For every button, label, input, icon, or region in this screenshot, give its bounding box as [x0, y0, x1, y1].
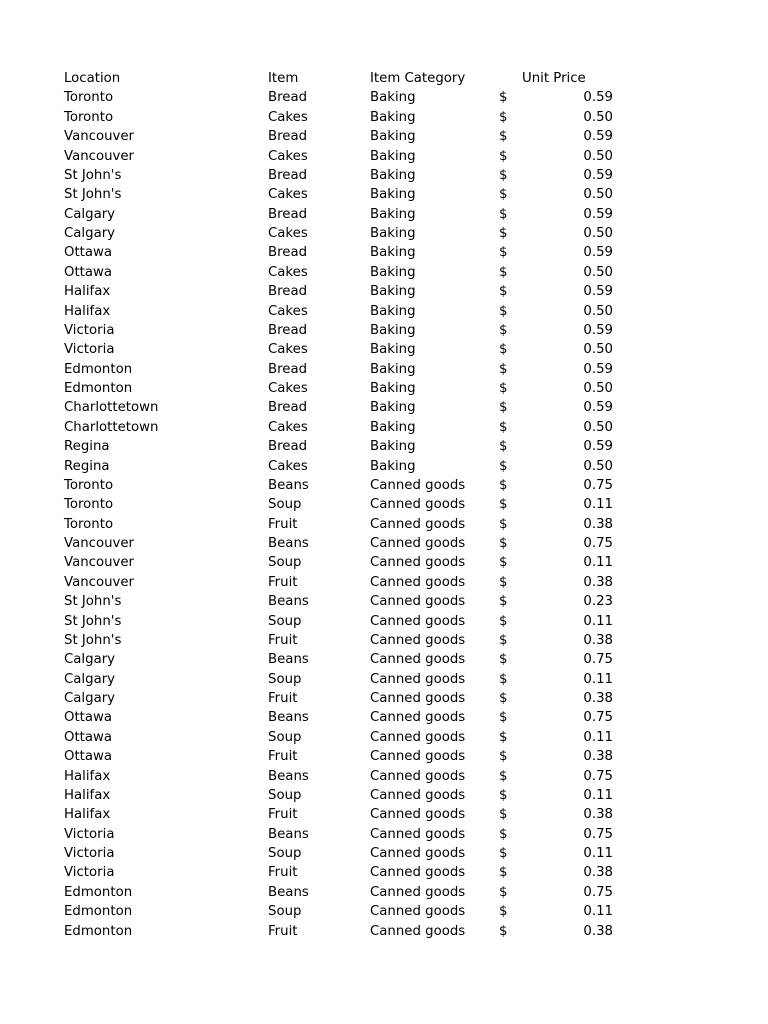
cell-unit-price: 0.38	[583, 865, 613, 881]
cell-item-category: Canned goods	[370, 768, 466, 784]
cell-item: Fruit	[268, 923, 298, 939]
cell-item-category: Baking	[370, 284, 416, 300]
cell-unit-price: 0.11	[583, 497, 613, 513]
cell-unit-price: 0.11	[583, 555, 613, 571]
cell-currency-symbol: $	[499, 555, 508, 571]
cell-item: Bread	[268, 129, 308, 145]
cell-item-category: Canned goods	[370, 632, 466, 648]
cell-unit-price: 0.59	[583, 439, 613, 455]
cell-location: Edmonton	[64, 381, 133, 396]
cell-item: Beans	[268, 652, 309, 668]
cell-location: Edmonton	[64, 361, 133, 377]
table-row	[64, 88, 624, 107]
cell-currency-symbol: $	[499, 148, 508, 164]
cell-currency-symbol: $	[499, 884, 508, 900]
cell-item: Cakes	[268, 342, 308, 358]
cell-location: Vancouver	[64, 536, 135, 551]
cell-currency-symbol: $	[499, 632, 508, 648]
cell-currency-symbol: $	[499, 691, 508, 706]
cell-item: Soup	[268, 904, 302, 920]
cell-location: St John's	[64, 632, 122, 648]
cell-location: Halifax	[64, 303, 111, 319]
cell-unit-price: 0.50	[583, 226, 613, 241]
cell-item-category: Canned goods	[370, 477, 466, 493]
table-row	[64, 631, 624, 650]
cell-unit-price: 0.75	[583, 477, 613, 493]
cell-item: Fruit	[268, 749, 298, 765]
table-body	[64, 88, 624, 941]
cell-location: Ottawa	[64, 710, 113, 726]
table-row	[64, 534, 624, 553]
table-row	[64, 825, 624, 844]
cell-item: Bread	[268, 206, 308, 222]
cell-item-category: Canned goods	[370, 846, 466, 861]
header-item: Item	[268, 71, 299, 86]
cell-item: Fruit	[268, 574, 298, 590]
cell-item: Beans	[268, 710, 309, 726]
cell-unit-price: 0.11	[583, 787, 613, 803]
cell-item-category: Baking	[370, 361, 416, 377]
cell-item: Bread	[268, 322, 308, 338]
cell-item-category: Baking	[370, 90, 416, 106]
cell-item: Soup	[268, 497, 302, 513]
cell-item: Beans	[268, 477, 309, 493]
cell-unit-price: 0.50	[583, 342, 613, 358]
cell-item-category: Baking	[370, 264, 416, 280]
cell-currency-symbol: $	[499, 400, 508, 416]
cell-currency-symbol: $	[499, 477, 508, 493]
cell-unit-price: 0.11	[583, 671, 613, 687]
cell-unit-price: 0.75	[583, 768, 613, 784]
cell-location: Calgary	[64, 206, 116, 222]
cell-unit-price: 0.59	[583, 361, 613, 377]
cell-unit-price: 0.59	[583, 284, 613, 300]
cell-item: Bread	[268, 439, 308, 455]
cell-location: Halifax	[64, 787, 111, 803]
cell-unit-price: 0.38	[583, 574, 613, 590]
cell-currency-symbol: $	[499, 284, 508, 300]
cell-location: Calgary	[64, 226, 116, 241]
cell-location: Halifax	[64, 807, 111, 823]
table-row	[64, 263, 624, 282]
cell-currency-symbol: $	[499, 729, 508, 745]
cell-currency-symbol: $	[499, 768, 508, 784]
cell-item-category: Baking	[370, 206, 416, 222]
table-row	[64, 728, 624, 747]
cell-currency-symbol: $	[499, 187, 508, 203]
cell-currency-symbol: $	[499, 439, 508, 455]
cell-unit-price: 0.50	[583, 148, 613, 164]
table-row	[64, 243, 624, 262]
cell-location: Ottawa	[64, 729, 113, 745]
cell-location: Ottawa	[64, 245, 113, 261]
cell-item-category: Canned goods	[370, 729, 466, 745]
cell-unit-price: 0.38	[583, 923, 613, 939]
cell-unit-price: 0.59	[583, 400, 613, 416]
cell-currency-symbol: $	[499, 206, 508, 222]
cell-unit-price: 0.75	[583, 826, 613, 842]
cell-item-category: Canned goods	[370, 516, 466, 532]
table-row	[64, 844, 624, 863]
table-row	[64, 883, 624, 902]
cell-item: Cakes	[268, 148, 308, 164]
cell-location: Toronto	[64, 497, 114, 513]
cell-currency-symbol: $	[499, 381, 508, 396]
cell-item-category: Baking	[370, 303, 416, 319]
cell-item-category: Baking	[370, 129, 416, 145]
cell-currency-symbol: $	[499, 749, 508, 765]
table-row	[64, 786, 624, 805]
table-row	[64, 224, 624, 243]
cell-unit-price: 0.75	[583, 710, 613, 726]
cell-item: Cakes	[268, 187, 308, 203]
table-row	[64, 205, 624, 224]
cell-unit-price: 0.50	[583, 109, 613, 125]
cell-unit-price: 0.59	[583, 129, 613, 145]
cell-item: Bread	[268, 361, 308, 377]
cell-currency-symbol: $	[499, 536, 508, 551]
cell-unit-price: 0.38	[583, 516, 613, 532]
cell-location: Charlottetown	[64, 419, 159, 435]
table-row	[64, 282, 624, 301]
cell-currency-symbol: $	[499, 226, 508, 241]
cell-currency-symbol: $	[499, 342, 508, 358]
cell-item-category: Canned goods	[370, 555, 466, 571]
header-unit-price: Unit Price	[522, 71, 586, 86]
price-table	[64, 69, 624, 941]
table-row	[64, 108, 624, 127]
cell-currency-symbol: $	[499, 671, 508, 687]
table-row	[64, 495, 624, 514]
cell-currency-symbol: $	[499, 652, 508, 668]
cell-item-category: Canned goods	[370, 904, 466, 920]
cell-item: Beans	[268, 884, 309, 900]
cell-location: Toronto	[64, 477, 114, 493]
cell-currency-symbol: $	[499, 846, 508, 861]
cell-item: Beans	[268, 768, 309, 784]
cell-item-category: Canned goods	[370, 497, 466, 513]
cell-location: Halifax	[64, 284, 111, 300]
cell-item: Cakes	[268, 264, 308, 280]
cell-unit-price: 0.38	[583, 691, 613, 706]
cell-currency-symbol: $	[499, 361, 508, 377]
cell-unit-price: 0.38	[583, 632, 613, 648]
cell-currency-symbol: $	[499, 594, 508, 610]
cell-location: Vancouver	[64, 555, 135, 571]
cell-location: Calgary	[64, 691, 116, 706]
cell-unit-price: 0.11	[583, 729, 613, 745]
cell-item-category: Canned goods	[370, 826, 466, 842]
cell-item-category: Canned goods	[370, 594, 466, 610]
cell-currency-symbol: $	[499, 322, 508, 338]
table-row	[64, 340, 624, 359]
cell-item: Soup	[268, 846, 302, 861]
cell-unit-price: 0.50	[583, 264, 613, 280]
cell-unit-price: 0.59	[583, 167, 613, 183]
cell-location: Toronto	[64, 90, 114, 106]
table-row	[64, 437, 624, 456]
table-row	[64, 592, 624, 611]
cell-item-category: Baking	[370, 148, 416, 164]
cell-unit-price: 0.50	[583, 187, 613, 203]
cell-item-category: Canned goods	[370, 807, 466, 823]
cell-unit-price: 0.75	[583, 536, 613, 551]
cell-currency-symbol: $	[499, 923, 508, 939]
cell-location: Victoria	[64, 826, 115, 842]
table-row	[64, 302, 624, 321]
cell-item-category: Baking	[370, 342, 416, 358]
cell-item: Soup	[268, 787, 302, 803]
cell-currency-symbol: $	[499, 516, 508, 532]
table-row	[64, 747, 624, 766]
cell-item-category: Baking	[370, 400, 416, 416]
table-row	[64, 767, 624, 786]
table-row	[64, 360, 624, 379]
cell-item: Soup	[268, 555, 302, 571]
cell-unit-price: 0.11	[583, 904, 613, 920]
cell-unit-price: 0.59	[583, 206, 613, 222]
table-row	[64, 863, 624, 882]
cell-location: Edmonton	[64, 884, 133, 900]
cell-item: Cakes	[268, 458, 308, 474]
cell-item-category: Baking	[370, 419, 416, 435]
cell-item: Beans	[268, 594, 309, 610]
table-row	[64, 379, 624, 398]
cell-item-category: Baking	[370, 322, 416, 338]
cell-currency-symbol: $	[499, 303, 508, 319]
cell-item-category: Baking	[370, 439, 416, 455]
table-row	[64, 805, 624, 824]
cell-item: Fruit	[268, 691, 298, 706]
cell-item: Bread	[268, 284, 308, 300]
cell-currency-symbol: $	[499, 807, 508, 823]
cell-location: St John's	[64, 187, 122, 203]
cell-location: Regina	[64, 439, 110, 455]
cell-unit-price: 0.75	[583, 652, 613, 668]
cell-currency-symbol: $	[499, 458, 508, 474]
cell-unit-price: 0.11	[583, 846, 613, 861]
cell-item-category: Canned goods	[370, 613, 466, 629]
cell-unit-price: 0.50	[583, 303, 613, 319]
cell-item-category: Baking	[370, 245, 416, 261]
cell-currency-symbol: $	[499, 787, 508, 803]
cell-item-category: Baking	[370, 458, 416, 474]
table-header-row	[64, 69, 624, 88]
cell-item: Bread	[268, 245, 308, 261]
table-row	[64, 476, 624, 495]
cell-location: St John's	[64, 613, 122, 629]
cell-item: Cakes	[268, 381, 308, 396]
header-item-category: Item Category	[370, 71, 466, 86]
cell-item: Beans	[268, 536, 309, 551]
table-row	[64, 398, 624, 417]
cell-item-category: Canned goods	[370, 749, 466, 765]
cell-item-category: Canned goods	[370, 787, 466, 803]
table-row	[64, 650, 624, 669]
cell-unit-price: 0.38	[583, 807, 613, 823]
cell-currency-symbol: $	[499, 90, 508, 106]
table-row	[64, 670, 624, 689]
cell-item-category: Baking	[370, 167, 416, 183]
cell-item: Fruit	[268, 516, 298, 532]
cell-item-category: Baking	[370, 226, 416, 241]
cell-item: Cakes	[268, 109, 308, 125]
header-location: Location	[64, 71, 121, 86]
cell-unit-price: 0.50	[583, 458, 613, 474]
table-row	[64, 515, 624, 534]
cell-item-category: Canned goods	[370, 691, 466, 706]
cell-item-category: Canned goods	[370, 923, 466, 939]
cell-currency-symbol: $	[499, 167, 508, 183]
cell-location: Victoria	[64, 342, 115, 358]
cell-unit-price: 0.23	[583, 594, 613, 610]
cell-location: Toronto	[64, 516, 114, 532]
cell-location: Edmonton	[64, 904, 133, 920]
table-row	[64, 321, 624, 340]
table-row	[64, 457, 624, 476]
cell-location: Victoria	[64, 865, 115, 881]
cell-item-category: Canned goods	[370, 671, 466, 687]
table-row	[64, 612, 624, 631]
cell-unit-price: 0.59	[583, 245, 613, 261]
cell-location: Toronto	[64, 109, 114, 125]
table-row	[64, 902, 624, 921]
cell-location: Vancouver	[64, 129, 135, 145]
cell-currency-symbol: $	[499, 710, 508, 726]
cell-item-category: Baking	[370, 187, 416, 203]
cell-item-category: Canned goods	[370, 710, 466, 726]
cell-location: Victoria	[64, 846, 115, 861]
cell-currency-symbol: $	[499, 574, 508, 590]
cell-currency-symbol: $	[499, 264, 508, 280]
table-row	[64, 553, 624, 572]
cell-unit-price: 0.50	[583, 381, 613, 396]
cell-location: Ottawa	[64, 264, 113, 280]
cell-location: Vancouver	[64, 148, 135, 164]
cell-location: Charlottetown	[64, 400, 159, 416]
cell-location: Ottawa	[64, 749, 113, 765]
cell-item: Soup	[268, 729, 302, 745]
table-row	[64, 127, 624, 146]
cell-item-category: Baking	[370, 381, 416, 396]
cell-location: Edmonton	[64, 923, 133, 939]
cell-item-category: Canned goods	[370, 865, 466, 881]
table-row	[64, 573, 624, 592]
cell-item: Bread	[268, 90, 308, 106]
cell-unit-price: 0.59	[583, 90, 613, 106]
cell-item-category: Canned goods	[370, 574, 466, 590]
cell-item: Bread	[268, 400, 308, 416]
cell-unit-price: 0.38	[583, 749, 613, 765]
cell-item: Fruit	[268, 865, 298, 881]
cell-location: Calgary	[64, 671, 116, 687]
cell-item: Cakes	[268, 303, 308, 319]
cell-location: Regina	[64, 458, 110, 474]
cell-unit-price: 0.50	[583, 419, 613, 435]
cell-currency-symbol: $	[499, 826, 508, 842]
cell-unit-price: 0.11	[583, 613, 613, 629]
cell-item: Fruit	[268, 807, 298, 823]
cell-item-category: Baking	[370, 109, 416, 125]
table-row	[64, 418, 624, 437]
cell-location: Halifax	[64, 768, 111, 784]
cell-currency-symbol: $	[499, 245, 508, 261]
cell-location: Calgary	[64, 652, 116, 668]
cell-item-category: Canned goods	[370, 884, 466, 900]
cell-location: St John's	[64, 594, 122, 610]
cell-currency-symbol: $	[499, 419, 508, 435]
cell-currency-symbol: $	[499, 129, 508, 145]
cell-currency-symbol: $	[499, 865, 508, 881]
cell-item: Cakes	[268, 226, 308, 241]
cell-currency-symbol: $	[499, 613, 508, 629]
cell-item: Bread	[268, 167, 308, 183]
cell-item: Fruit	[268, 632, 298, 648]
cell-item: Soup	[268, 613, 302, 629]
table-row	[64, 689, 624, 708]
cell-unit-price: 0.75	[583, 884, 613, 900]
table-row	[64, 185, 624, 204]
cell-item-category: Canned goods	[370, 536, 466, 551]
cell-location: St John's	[64, 167, 122, 183]
cell-location: Vancouver	[64, 574, 135, 590]
table-row	[64, 147, 624, 166]
cell-currency-symbol: $	[499, 109, 508, 125]
table-row	[64, 166, 624, 185]
table-row	[64, 708, 624, 727]
cell-item: Beans	[268, 826, 309, 842]
cell-currency-symbol: $	[499, 904, 508, 920]
table-row	[64, 922, 624, 941]
cell-item: Soup	[268, 671, 302, 687]
cell-item-category: Canned goods	[370, 652, 466, 668]
cell-location: Victoria	[64, 322, 115, 338]
cell-currency-symbol: $	[499, 497, 508, 513]
cell-unit-price: 0.59	[583, 322, 613, 338]
cell-item: Cakes	[268, 419, 308, 435]
